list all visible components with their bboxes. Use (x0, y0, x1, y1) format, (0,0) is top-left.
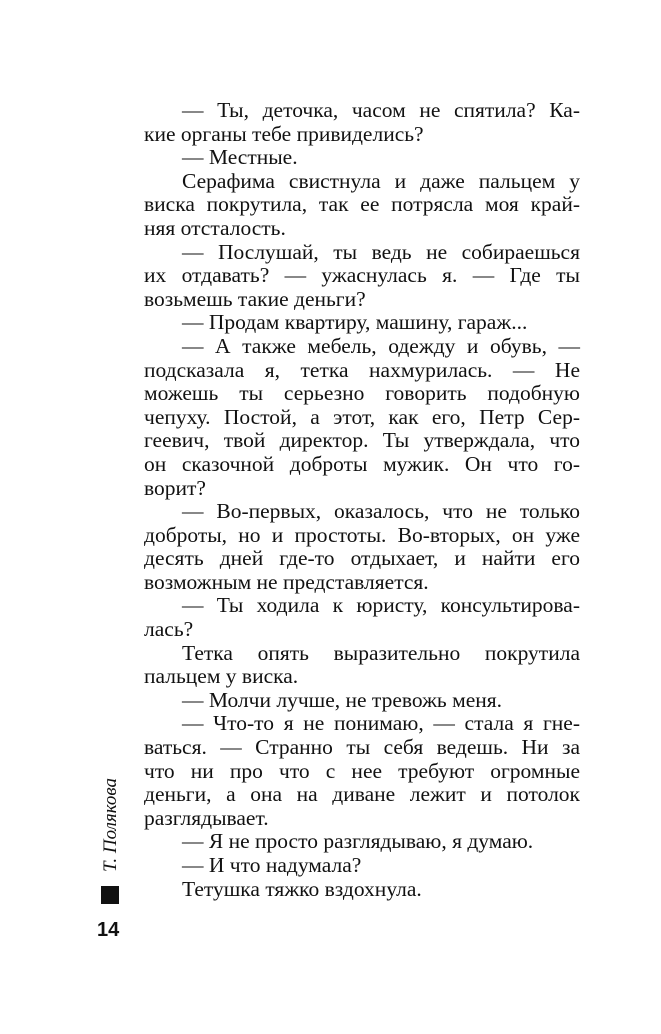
text-line: пальцем у виска. (144, 664, 299, 689)
author-name: Т. Полякова (100, 777, 121, 873)
text-line: Серафима свистнула и даже пальцем у (182, 168, 580, 193)
page-marker-square (101, 886, 119, 904)
text-line: — Ты ходила к юристу, консультирова- (182, 593, 580, 618)
text-line: их отдавать? — ужаснулась я. — Где ты (144, 263, 580, 288)
text-line: подсказала я, тетка нахмурилась. — Не (144, 357, 580, 382)
text-line: кие органы тебе привиделись? (144, 121, 424, 146)
text-line: Тетка опять выразительно покрутила (182, 640, 580, 665)
text-line: — Во-первых, оказалось, что не только (182, 499, 580, 524)
text-line: можешь ты серьезно говорить подобную (144, 381, 580, 406)
text-line: — Послушай, ты ведь не собираешься (182, 239, 580, 264)
text-line: разглядывает. (144, 805, 269, 830)
text-line: геевич, твой директор. Ты утверждала, что (144, 428, 580, 453)
text-line: — А также мебель, одежду и обувь, — (182, 333, 580, 358)
text-line: — Продам квартиру, машину, гараж... (182, 310, 528, 335)
text-line: виска покрутила, так ее потрясла моя край- (144, 192, 580, 217)
text-line: чепуху. Постой, а этот, как его, Петр Сер- (144, 404, 580, 429)
text-line: ворит? (144, 475, 206, 500)
text-line: — Молчи лучше, не тревожь меня. (182, 687, 503, 712)
text-line: — Что-то я не понимаю, — стала я гне- (182, 711, 580, 736)
text-line: что ни про что с нее требуют огромные (144, 758, 580, 783)
running-head (96, 770, 126, 880)
text-line: возможным не представляется. (144, 569, 429, 594)
text-line: ваться. — Странно ты себя ведешь. Ни за (144, 735, 580, 760)
text-line: няя отсталость. (144, 215, 286, 240)
page-number: 14 (97, 919, 120, 941)
text-line: Тетушка тяжко вздохнула. (182, 876, 422, 901)
text-line: деньги, а она на диване лежит и потолок (144, 782, 580, 807)
text-line: — Я не просто разглядываю, я думаю. (182, 829, 534, 854)
text-line: лась? (144, 617, 194, 642)
text-line: — И что надумала? (182, 853, 362, 877)
text-line: он сказочной доброты мужик. Он что го- (144, 451, 580, 476)
text-line: десять дней где-то отдыхает, и найти его (144, 546, 580, 571)
text-line: — Местные. (182, 145, 298, 170)
body-text (144, 99, 580, 901)
text-line: доброты, но и простоты. Во-вторых, он уже (144, 522, 580, 547)
text-line: — Ты, деточка, часом не спятила? Ка- (182, 98, 580, 122)
text-line: возьмешь такие деньги? (144, 286, 366, 311)
